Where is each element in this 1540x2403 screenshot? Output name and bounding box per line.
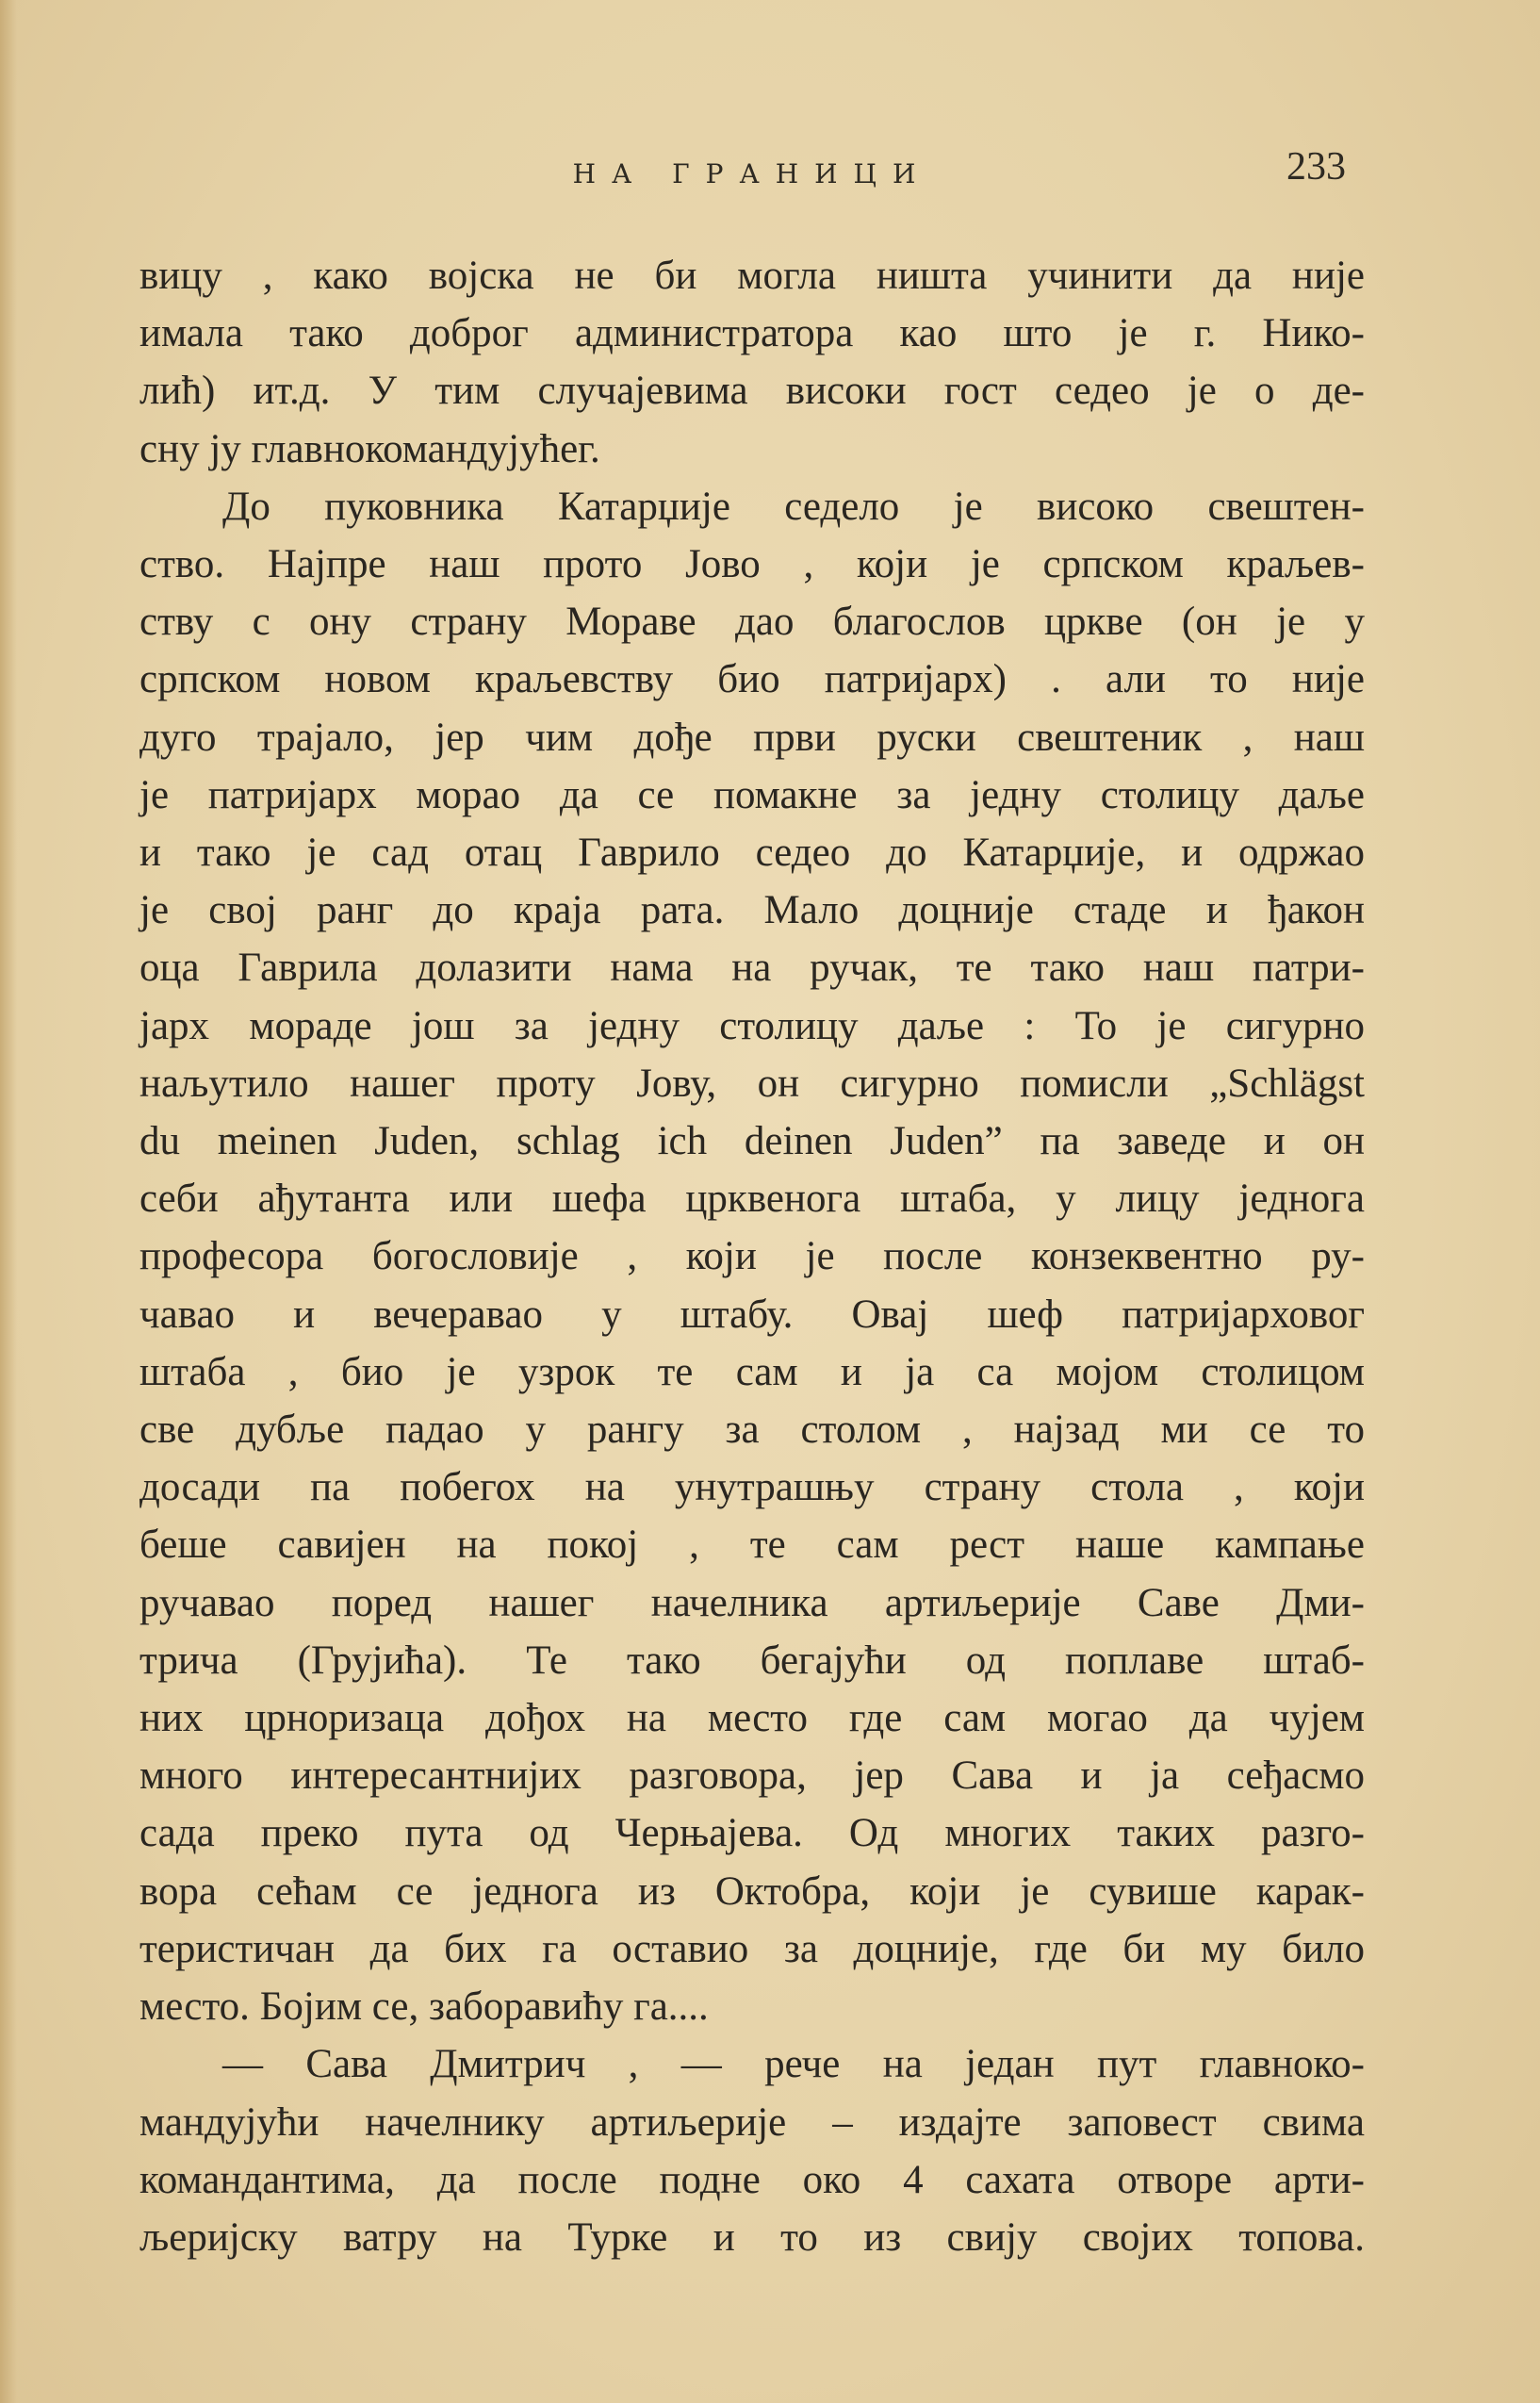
text-line: оца Гаврила долазити нама на ручак, те тако наш патри- xyxy=(139,946,1365,991)
running-head xyxy=(139,145,1365,198)
text-line: је свој ранг до краја рата. Мало доцније стаде и ђакон xyxy=(139,888,1365,933)
text-line: наљутило нашег проту Јову, он сигурно помисли „Schlägst xyxy=(139,1061,1365,1106)
body-text xyxy=(139,247,1365,2266)
text-line: сну ју главнокомандујућег. xyxy=(139,426,600,471)
text-line: је патријарх морао да се помакне за једну столицу даље xyxy=(139,772,1365,817)
text-line: место. Бојим се, заборавићу га.... xyxy=(139,1984,709,2030)
text-line: љеријску ватру на Турке и то из свију својих топова. xyxy=(139,2214,1365,2260)
paragraph-1 xyxy=(139,247,1365,478)
text-line: досади па побегох на унутрашњу страну стола , који xyxy=(139,1465,1365,1510)
text-line: имала тако доброг администратора као што је г. Нико- xyxy=(139,311,1365,356)
text-line: сада преко пута од Черњајева. Од многих таких разго- xyxy=(139,1811,1365,1856)
running-title: НА ГРАНИЦИ xyxy=(572,158,932,189)
text-line: трича (Грујића). Те тако бегајући од поплаве штаб- xyxy=(139,1638,1365,1683)
text-line: ству с ону страну Мораве дао благослов цркве (он је у xyxy=(139,600,1365,645)
page-number: 233 xyxy=(1286,145,1346,189)
text-line: вора сећам се једнога из Октобра, који је сувише карак- xyxy=(139,1868,1365,1914)
text-line: дуго трајало, јер чим дође први руски свештеник , наш xyxy=(139,715,1365,760)
text-line: професора богословије , који је после конзеквентно ру- xyxy=(139,1234,1365,1279)
text-line: теристичан да бих га оставио за доцније, где би му било xyxy=(139,1926,1365,1971)
text-line: штаба , био је узрок те сам и ја са мојом столицом xyxy=(139,1349,1365,1394)
text-line: du meinen Juden, schlag ich deinen Juden” па заведе и он xyxy=(139,1119,1365,1164)
text-line: До пуковника Катарџије седело је високо свештен- xyxy=(222,484,1365,529)
text-line: чавао и вечеравао у штабу. Овај шеф патријарховог xyxy=(139,1292,1365,1337)
text-line: и тако је сад отац Гаврило седео до Катарџије, и одржао xyxy=(139,831,1365,876)
text-line: српском новом краљевству био патријарх) . али то није xyxy=(139,657,1365,702)
text-line: све дубље падао у рангу за столом , најзад ми се то xyxy=(139,1407,1365,1453)
text-line: ручавао поред нашег начелника артиљерије Саве Дми- xyxy=(139,1580,1365,1625)
text-line: вицу , како војска не би могла ништа учинити да није xyxy=(139,254,1365,298)
text-line: них црноризаца дођох на место где сам могао да чујем xyxy=(139,1696,1365,1741)
page-edge-shadow xyxy=(0,0,17,2403)
text-line: лић) ит.д. У тим случајевима високи гост седео је о де- xyxy=(139,369,1365,414)
text-line: беше савијен на покој , те сам рест наше кампање xyxy=(139,1522,1365,1568)
paragraph-3 xyxy=(139,2035,1365,2266)
text-line: ство. Најпре наш прото Јово , који је српском краљев- xyxy=(139,542,1365,587)
text-line: себи ађутанта или шефа црквенога штаба, у лицу једнога xyxy=(139,1177,1365,1222)
text-line: мандујући начелнику артиљерије – издајте заповест свима xyxy=(139,2099,1365,2145)
paragraph-2 xyxy=(139,478,1365,2035)
text-line: много интересантнијих разговора, јер Сава и ја сеђасмо xyxy=(139,1753,1365,1799)
text-line: командантима, да после подне око 4 сахата отворе арти- xyxy=(139,2157,1365,2202)
text-line: — Сава Дмитрич , — рече на један пут главноко- xyxy=(222,2042,1365,2087)
text-line: јарх мораде још за једну столицу даље : То је сигурно xyxy=(139,1003,1365,1048)
